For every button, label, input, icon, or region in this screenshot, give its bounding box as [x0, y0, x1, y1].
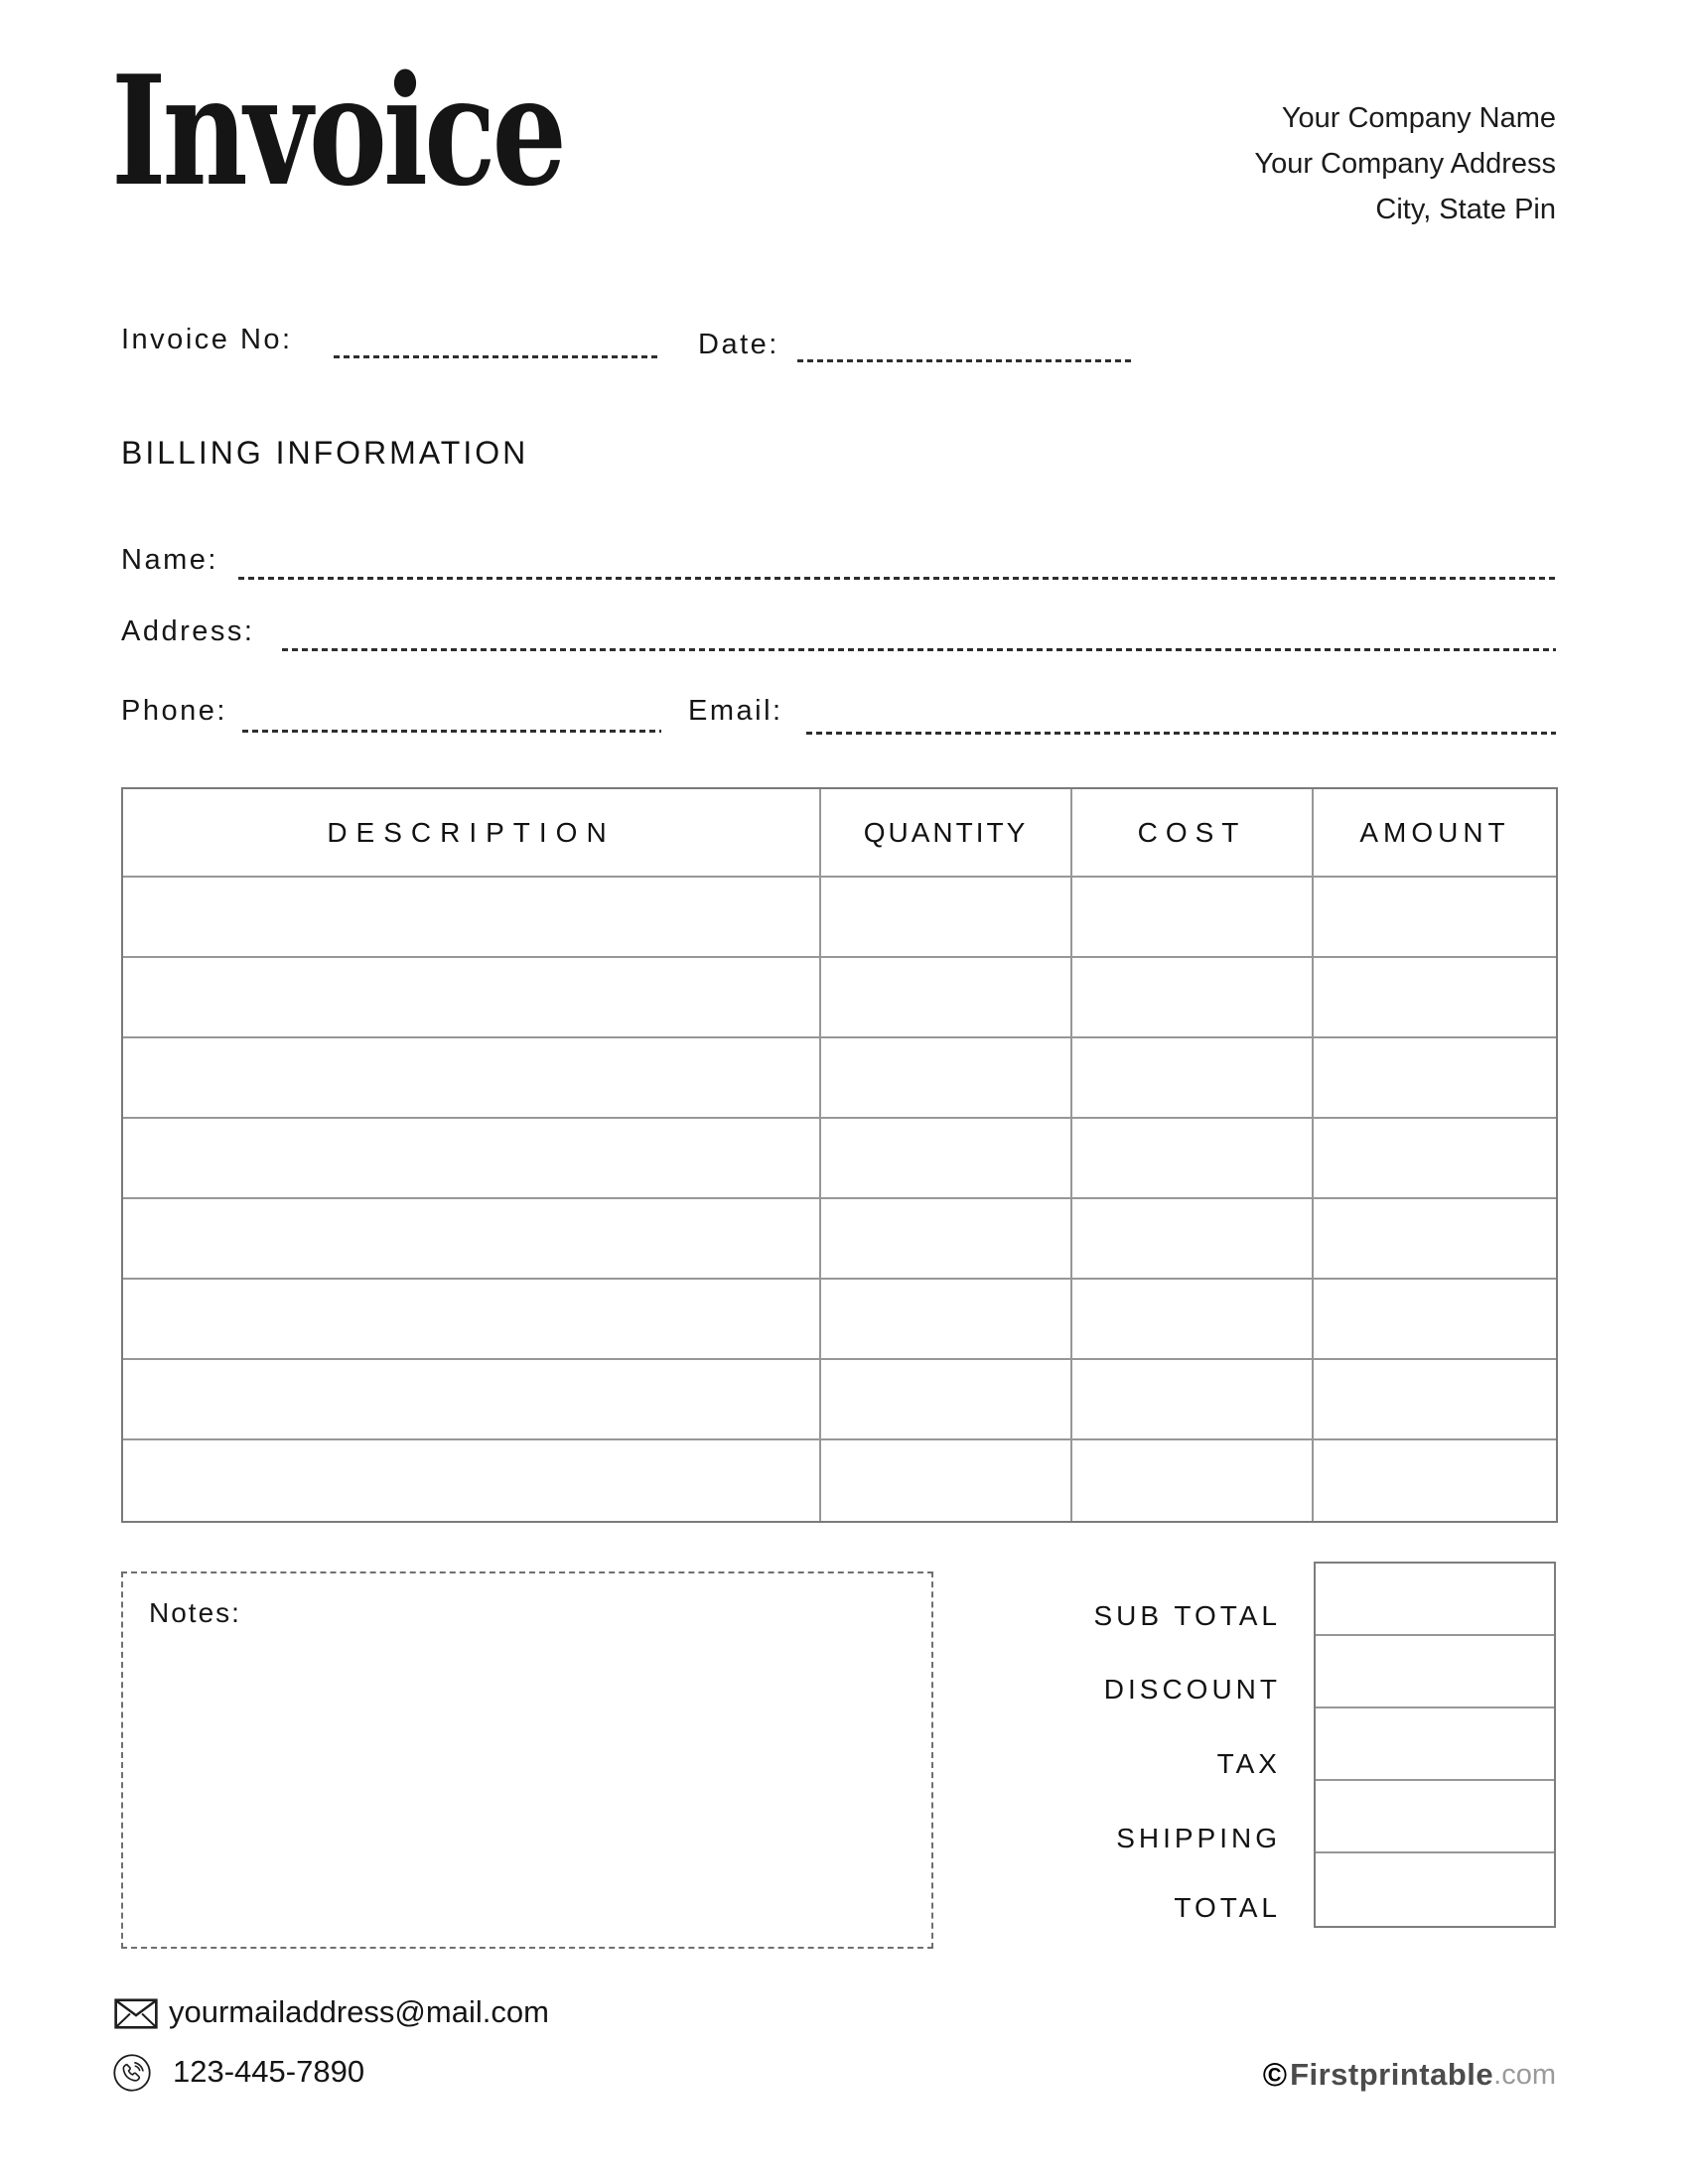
- item-cell[interactable]: [123, 1360, 821, 1440]
- billing-address-label: Address:: [121, 615, 255, 647]
- item-cell[interactable]: [1314, 1360, 1556, 1440]
- column-header-description: DESCRIPTION: [123, 789, 821, 878]
- discount-value-cell[interactable]: [1316, 1636, 1554, 1708]
- contact-email: yourmailaddress@mail.com: [169, 1994, 549, 2029]
- item-cell[interactable]: [821, 1038, 1072, 1119]
- billing-address-field[interactable]: [282, 648, 1556, 651]
- invoice-no-field[interactable]: [334, 355, 659, 358]
- item-cell[interactable]: [1314, 878, 1556, 958]
- item-cell[interactable]: [821, 1440, 1072, 1521]
- item-cell[interactable]: [821, 878, 1072, 958]
- column-header-amount: AMOUNT: [1314, 789, 1556, 878]
- brand-name: Firstprintable: [1290, 2057, 1494, 2092]
- item-cell[interactable]: [123, 1038, 821, 1119]
- item-cell[interactable]: [1314, 958, 1556, 1038]
- date-label: Date:: [698, 329, 779, 360]
- date-field[interactable]: [797, 359, 1132, 362]
- item-cell[interactable]: [821, 1280, 1072, 1360]
- item-cell[interactable]: [123, 1119, 821, 1199]
- billing-phone-field[interactable]: [242, 730, 661, 733]
- item-cell[interactable]: [1314, 1119, 1556, 1199]
- firstprintable-brand: [1263, 2055, 1556, 2095]
- item-cell[interactable]: [1072, 878, 1314, 958]
- company-name: Your Company Name: [1281, 102, 1556, 134]
- company-address: Your Company Address: [1254, 148, 1556, 180]
- item-cell[interactable]: [1072, 1119, 1314, 1199]
- phone-icon: [112, 2053, 152, 2093]
- billing-email-field[interactable]: [806, 732, 1556, 735]
- item-cell[interactable]: [821, 1360, 1072, 1440]
- tax-label: TAX: [1216, 1748, 1281, 1779]
- billing-heading: BILLING INFORMATION: [121, 435, 529, 471]
- total-value-cell[interactable]: [1316, 1853, 1554, 1926]
- billing-name-label: Name:: [121, 544, 218, 576]
- items-table: [121, 787, 1558, 1523]
- total-label: TOTAL: [1174, 1892, 1281, 1923]
- notes-box[interactable]: [121, 1571, 933, 1949]
- column-header-quantity: QUANTITY: [821, 789, 1072, 878]
- billing-name-field[interactable]: [238, 577, 1556, 580]
- billing-email-label: Email:: [688, 695, 783, 727]
- item-cell[interactable]: [1072, 1199, 1314, 1280]
- item-cell[interactable]: [1314, 1280, 1556, 1360]
- contact-phone: 123-445-7890: [173, 2054, 365, 2089]
- discount-label: DISCOUNT: [1103, 1674, 1281, 1705]
- item-cell[interactable]: [1314, 1440, 1556, 1521]
- tax-value-cell[interactable]: [1316, 1708, 1554, 1781]
- shipping-label: SHIPPING: [1116, 1823, 1281, 1853]
- invoice-logo-title: Invoice: [111, 42, 563, 219]
- item-cell[interactable]: [123, 1280, 821, 1360]
- item-cell[interactable]: [123, 958, 821, 1038]
- invoice-no-label: Invoice No:: [121, 324, 293, 355]
- item-cell[interactable]: [1072, 958, 1314, 1038]
- subtotal-value-cell[interactable]: [1316, 1564, 1554, 1636]
- item-cell[interactable]: [1314, 1199, 1556, 1280]
- item-cell[interactable]: [1072, 1280, 1314, 1360]
- company-city: City, State Pin: [1375, 194, 1556, 225]
- item-cell[interactable]: [1314, 1038, 1556, 1119]
- item-cell[interactable]: [123, 1199, 821, 1280]
- email-icon: [114, 1998, 158, 2029]
- shipping-value-cell[interactable]: [1316, 1781, 1554, 1853]
- item-cell[interactable]: [821, 1199, 1072, 1280]
- brand-tld: .com: [1493, 2059, 1556, 2091]
- billing-phone-label: Phone:: [121, 695, 227, 727]
- column-header-cost: COST: [1072, 789, 1314, 878]
- subtotal-label: SUB TOTAL: [1093, 1600, 1281, 1631]
- item-cell[interactable]: [1072, 1440, 1314, 1521]
- copyright-icon: ©: [1262, 2056, 1288, 2093]
- item-cell[interactable]: [123, 1440, 821, 1521]
- item-cell[interactable]: [123, 878, 821, 958]
- item-cell[interactable]: [1072, 1038, 1314, 1119]
- company-info-block: [1254, 95, 1556, 232]
- notes-label: Notes:: [149, 1597, 241, 1628]
- item-cell[interactable]: [821, 1119, 1072, 1199]
- totals-value-column: [1314, 1562, 1556, 1928]
- item-cell[interactable]: [821, 958, 1072, 1038]
- item-cell[interactable]: [1072, 1360, 1314, 1440]
